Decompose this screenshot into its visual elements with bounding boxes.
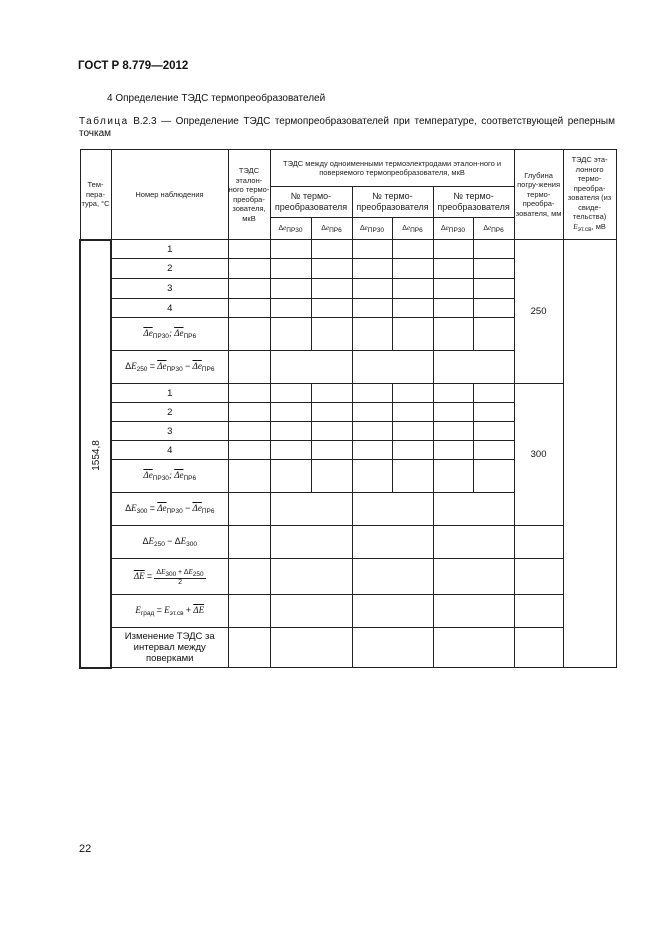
obs-number: 4 [111,441,228,460]
mean-formula: $\Delta e_{ПР30}$; $\Delta e_{ПР6}$ [111,460,228,493]
obs-number: 3 [111,422,228,441]
header-tp-1: № термо-преобразователя [270,187,352,218]
header-de-pr30-3: ΔeПР30 [433,218,473,240]
table-row [80,384,616,403]
table-row [80,559,616,595]
page-number: 22 [79,843,92,855]
table-row [80,526,616,559]
header-de-pr6-1: ΔeПР6 [311,218,352,240]
obs-number: 1 [111,240,228,259]
temperature-cell: 1554,8 [80,240,111,668]
header-temperature: Тем-пера-тура, °С [80,150,111,240]
header-de-pr30-1: ΔeПР30 [270,218,311,240]
delta-difference-formula: $\Delta E_{250} - \Delta E_{300}$ [111,526,228,559]
mean-delta-formula: ΔE = $\frac{\Delta E300 + \Delta E250}{2}$ [111,559,228,595]
section-title: 4 Определение ТЭДС термопреобразователей [107,93,326,104]
delta-e-250-formula: $\Delta E_{250} = \Delta e_{ПР30} - \Delta e_{ПР6}$ [111,351,228,384]
header-tp-3: № термо-преобразователя [433,187,514,218]
mean-formula: $\Delta e_{ПР30}$; $\Delta e_{ПР6}$ [111,318,228,351]
change-label: Изменение ТЭДС за интервал между поверками [111,628,228,668]
caption-text: В.2.3 — Определение ТЭДС термопреобразователей при температуре, соответствующей реперным точкам [79,116,615,139]
delta-e-300-formula: $\Delta E_{300} = \Delta e_{ПР30} - \Delta e_{ПР6}$ [111,493,228,526]
obs-number: 1 [111,384,228,403]
standard-number: ГОСТ Р 8.779—2012 [78,60,189,72]
header-observation: Номер наблюдения [111,150,228,240]
obs-number: 2 [111,403,228,422]
table-row [80,240,616,259]
table-caption [79,116,615,140]
caption-label: Таблица [79,116,129,127]
header-emf-diff: ТЭДС между одноименными термоэлектродами эталон-ного и поверяемого термопреобразователя, мкВ [270,150,514,187]
header-de-pr30-2: ΔeПР30 [352,218,392,240]
gradient-formula: $E_{град} = E_{эт.св} + \Delta E$ [111,595,228,628]
header-ref-emf: ТЭДС эталон-ного термо-преобра-зователя, мкВ [228,150,270,240]
depth-250: 250 [514,240,563,384]
depth-300: 300 [514,384,563,526]
emf-table [79,149,617,669]
header-de-pr6-2: ΔeПР6 [392,218,433,240]
header-tp-2: № термо-преобразователя [352,187,433,218]
header-de-pr6-3: ΔeПР6 [473,218,514,240]
obs-number: 4 [111,299,228,318]
obs-number: 2 [111,259,228,279]
obs-number: 3 [111,279,228,299]
header-cert-emf: ТЭДС эта-лонного термо-преобра-зователя (из свиде-тельства) Eэт.св, мВ [563,150,616,240]
table-row [80,595,616,628]
header-depth: Глубина погру-жения термо-преобра-зователя, мм [514,150,563,240]
table-row [80,628,616,668]
